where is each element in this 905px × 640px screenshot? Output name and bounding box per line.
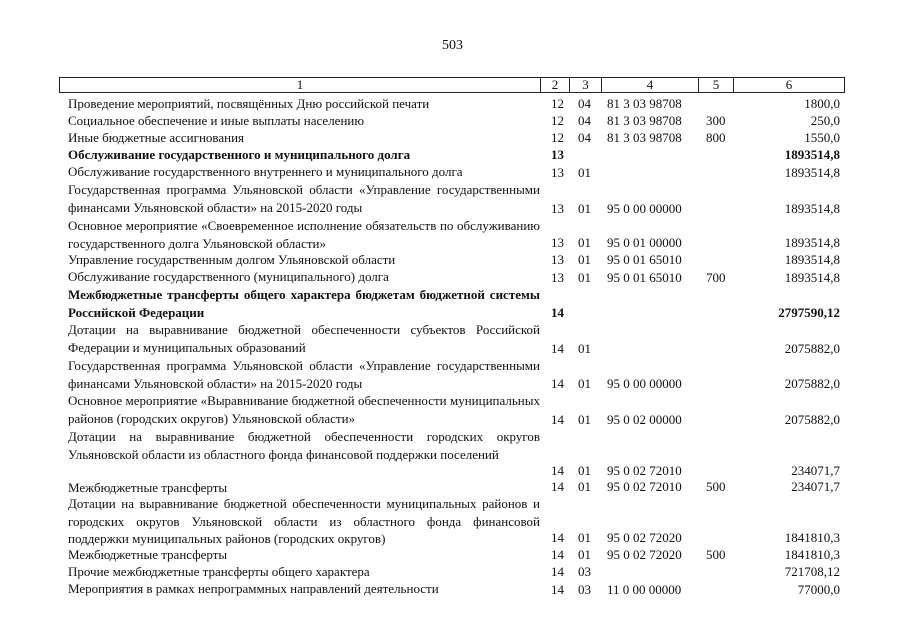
row-amount: 1841810,3 <box>784 530 840 545</box>
row-amount: 1893514,8 <box>784 235 840 250</box>
row-amount: 1841810,3 <box>784 547 840 562</box>
row-target-code: 95 0 02 72010 <box>607 479 682 494</box>
row-section: 13 <box>551 201 564 216</box>
row-description: Обслуживание государственного внутреннего и муниципального долга <box>68 164 463 179</box>
row-subsection: 01 <box>578 530 591 545</box>
row-amount: 2075882,0 <box>784 412 840 427</box>
row-description: Межбюджетные трансферты <box>68 480 228 495</box>
table-header <box>59 77 845 93</box>
row-amount: 721708,12 <box>784 564 840 579</box>
row-description: Обслуживание государственного (муниципального) долга <box>68 269 389 284</box>
row-subsection: 01 <box>578 270 591 285</box>
row-description: Основное мероприятие «Своевременное исполнение обязательств по обслуживанию государственного долга Ульяновской области» <box>68 218 540 251</box>
table-row <box>0 580 905 598</box>
row-section: 13 <box>551 147 564 162</box>
row-section: 13 <box>551 270 564 285</box>
row-expense-type: 300 <box>706 113 726 128</box>
row-description: Проведение мероприятий, посвящённых Дню российской печати <box>68 96 430 111</box>
row-amount: 1800,0 <box>804 96 840 111</box>
row-subsection: 01 <box>578 412 591 427</box>
row-amount: 2075882,0 <box>784 376 840 391</box>
row-target-code: 95 0 02 72020 <box>607 547 682 562</box>
row-target-code: 11 0 00 00000 <box>607 582 682 597</box>
row-target-code: 95 0 01 65010 <box>607 270 682 285</box>
table-row <box>0 95 905 112</box>
row-section: 12 <box>551 96 564 111</box>
table-row <box>0 181 905 217</box>
table-row <box>0 217 905 251</box>
row-subsection: 04 <box>578 113 591 128</box>
row-target-code: 95 0 02 72020 <box>607 530 682 545</box>
table-row <box>0 546 905 563</box>
table-row <box>0 495 905 546</box>
row-description: Социальное обеспечение и иные выплаты населению <box>68 113 365 128</box>
row-description: Дотации на выравнивание бюджетной обеспеченности субъектов Российской Федерации и муниципальных образований <box>68 322 540 355</box>
row-subsection: 01 <box>578 201 591 216</box>
row-amount: 1893514,8 <box>784 147 840 162</box>
header-col-1: 1 <box>296 77 304 92</box>
header-col-4: 4 <box>601 78 698 92</box>
row-expense-type: 500 <box>706 547 726 562</box>
header-col-2: 2 <box>540 78 569 92</box>
row-section: 12 <box>551 130 564 145</box>
header-col-5: 5 <box>698 78 733 92</box>
row-subsection: 01 <box>578 235 591 250</box>
row-amount: 77000,0 <box>797 582 840 597</box>
row-target-code: 95 0 00 00000 <box>607 376 682 391</box>
row-section: 14 <box>551 463 564 478</box>
row-description: Дотации на выравнивание бюджетной обеспеченности муниципальных районов и городских округов Ульяновской области из областного фонда финансовой поддержки муниципальных районов (городских округов) <box>68 496 540 546</box>
row-section: 14 <box>551 305 564 320</box>
row-expense-type: 800 <box>706 130 726 145</box>
row-amount: 234071,7 <box>791 463 840 478</box>
row-section: 14 <box>551 479 564 494</box>
row-section: 14 <box>551 341 564 356</box>
row-amount: 1893514,8 <box>784 270 840 285</box>
row-subsection: 04 <box>578 130 591 145</box>
row-amount: 234071,7 <box>791 479 840 494</box>
row-section: 14 <box>551 412 564 427</box>
row-amount: 1893514,8 <box>784 252 840 267</box>
table-row <box>0 428 905 479</box>
row-subsection: 01 <box>578 479 591 494</box>
table-row <box>0 563 905 580</box>
row-subsection: 03 <box>578 582 591 597</box>
row-description: Управление государственным долгом Ульяновской области <box>68 252 396 267</box>
row-section: 14 <box>551 564 564 579</box>
row-target-code: 95 0 02 72010 <box>607 463 682 478</box>
row-subsection: 01 <box>578 341 591 356</box>
row-expense-type: 700 <box>706 270 726 285</box>
row-description: Обслуживание государственного и муниципального долга <box>68 147 411 162</box>
row-amount: 1550,0 <box>804 130 840 145</box>
row-description: Прочие межбюджетные трансферты общего характера <box>68 564 370 579</box>
row-amount: 250,0 <box>810 113 840 128</box>
row-description: Иные бюджетные ассигнования <box>68 130 245 145</box>
table-row <box>0 112 905 129</box>
row-section: 13 <box>551 235 564 250</box>
row-description: Государственная программа Ульяновской области «Управление государственными финансами Ульяновской области» на 2015-2020 годы <box>68 182 540 215</box>
row-description: Государственная программа Ульяновской области «Управление государственными финансами Ульяновской области» на 2015-2020 годы <box>68 358 540 391</box>
page-number: 503 <box>442 38 463 53</box>
row-subsection: 03 <box>578 564 591 579</box>
table-row <box>0 251 905 268</box>
row-section: 12 <box>551 113 564 128</box>
row-description: Межбюджетные трансферты общего характера бюджетам бюджетной системы Российской Федерации <box>68 287 540 320</box>
row-subsection: 01 <box>578 252 591 267</box>
row-target-code: 81 3 03 98708 <box>607 130 682 145</box>
row-subsection: 04 <box>578 96 591 111</box>
row-section: 14 <box>551 582 564 597</box>
header-col-3: 3 <box>569 78 601 92</box>
row-amount: 1893514,8 <box>784 201 840 216</box>
row-description: Дотации на выравнивание бюджетной обеспеченности городских округов Ульяновской области из областного фонда финансовой поддержки поселений <box>68 429 540 462</box>
row-subsection: 01 <box>578 376 591 391</box>
table-row <box>0 146 905 163</box>
row-subsection: 01 <box>578 463 591 478</box>
row-subsection: 01 <box>578 547 591 562</box>
row-amount: 2075882,0 <box>784 341 840 356</box>
row-description: Мероприятия в рамках непрограммных направлений деятельности <box>68 581 439 596</box>
table-row <box>0 129 905 146</box>
table-row <box>0 357 905 392</box>
row-section: 14 <box>551 376 564 391</box>
row-target-code: 81 3 03 98708 <box>607 96 682 111</box>
row-target-code: 95 0 00 00000 <box>607 201 682 216</box>
table-row <box>0 163 905 181</box>
row-section: 14 <box>551 530 564 545</box>
row-description: Основное мероприятие «Выравнивание бюджетной обеспеченности муниципальных районов (городских округов) Ульяновской области» <box>68 393 540 426</box>
table-row <box>0 392 905 428</box>
row-section: 14 <box>551 547 564 562</box>
header-col-6: 6 <box>733 78 844 92</box>
table-row <box>0 321 905 357</box>
row-target-code: 95 0 02 00000 <box>607 412 682 427</box>
table-row <box>0 286 905 321</box>
row-description: Межбюджетные трансферты <box>68 547 228 562</box>
row-target-code: 95 0 01 00000 <box>607 235 682 250</box>
row-section: 13 <box>551 165 564 180</box>
row-expense-type: 500 <box>706 479 726 494</box>
table-row <box>0 268 905 286</box>
row-target-code: 95 0 01 65010 <box>607 252 682 267</box>
table-row <box>0 479 905 495</box>
row-target-code: 81 3 03 98708 <box>607 113 682 128</box>
row-section: 13 <box>551 252 564 267</box>
row-amount: 1893514,8 <box>784 165 840 180</box>
row-amount: 2797590,12 <box>778 305 840 320</box>
row-subsection: 01 <box>578 165 591 180</box>
